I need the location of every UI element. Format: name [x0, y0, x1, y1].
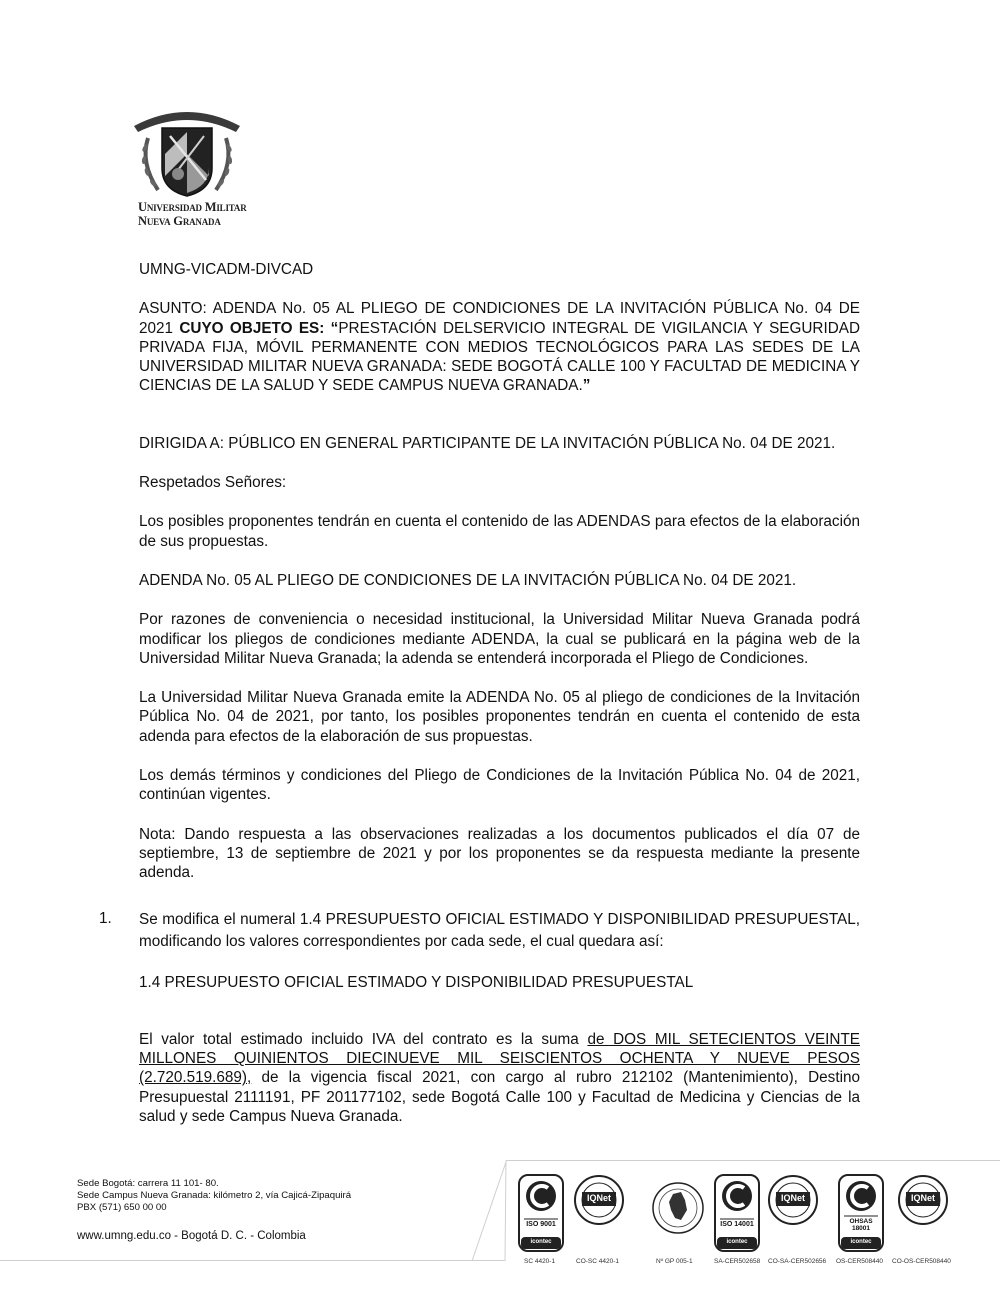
cert-label: IQNet — [586, 1193, 611, 1203]
cert-code: OS-CER508440 — [836, 1258, 883, 1265]
paragraph-institutional-reasons: Por razones de conveniencia o necesidad institucional, la Universidad Militar Nueva Granada podrá modificar los pliegos de condiciones mediante ADENDA, la cual se publicará en la página web de la Universidad Militar Nueva Granada; la adenda se entenderá incorporada el Pliego de Condiciones. — [139, 611, 860, 667]
paragraph-adenda-issued: La Universidad Militar Nueva Granada emite la ADENDA No. 05 al pliego de condiciones de la Invitación Pública No. 04 de 2021, por tanto, los posibles proponentes tendrán en cuenta el contenido de esta adenda para efectos de la elaboración de sus propuestas. — [139, 689, 860, 745]
cert-label: ISO 9001 — [526, 1221, 556, 1228]
cert-label: OHSAS 18001 — [849, 1218, 873, 1232]
document-reference: UMNG-VICADM-DIVCAD — [139, 261, 314, 278]
cert-code: CO-SC 4420-1 — [576, 1258, 619, 1265]
item-number: 1. — [99, 909, 112, 927]
icontec-ohsas-seal-icon: OHSAS 18001 icontec — [838, 1174, 884, 1257]
addressed-to: DIRIGIDA A: PÚBLICO EN GENERAL PARTICIPANTE DE LA INVITACIÓN PÚBLICA No. 04 DE 2021. — [139, 434, 836, 452]
footer-website: www.umng.edu.co - Bogotá D. C. - Colombia — [77, 1230, 306, 1242]
budget-amount: de DOS MIL SETECIENTOS VEINTE MILLONES QUINIENTOS DIECINUEVE MIL SEISCIENTOS OCHENTA Y NUEVE PESOS (2.720.519.689), — [139, 1030, 860, 1087]
subject-lead: ASUNTO: ADENDA No. 05 AL PLIEGO DE CONDICIONES DE LA INVITACIÓN PÚBLICA No. 04 DE 2021 — [139, 300, 860, 337]
footer — [0, 1160, 1000, 1294]
icontec-iso-9001-seal-icon: ISO 9001 icontec — [518, 1174, 564, 1257]
greeting: Respetados Señores: — [139, 474, 287, 492]
certification-seals — [518, 1174, 958, 1274]
numbered-item-1 — [99, 909, 860, 953]
university-crest-icon — [128, 98, 246, 202]
cert-code: Nº GP 005-1 — [656, 1258, 693, 1265]
university-name-line1: Universidad Militar — [138, 200, 247, 214]
university-name-line2: Nueva Granada — [138, 214, 221, 228]
iqnet-seal-icon — [898, 1174, 948, 1257]
budget-details: de la vigencia fiscal 2021, con cargo al rubro 212102 (Mantenimiento), Destino Presupuestal 2111191, PF 201177102, sede Bogotá Calle 100 y Facultad de Medicina y Ciencias de la salud y sede Campus Nueva Granada. — [139, 1069, 860, 1126]
paragraph-budget-value — [139, 1030, 860, 1126]
item-text: Se modifica el numeral 1.4 PRESUPUESTO OFICIAL ESTIMADO Y DISPONIBILIDAD PRESUPUESTAL, modificando los valores correspondientes por cada sede, el cual quedara así: — [139, 910, 860, 950]
subject-object-text: PRESTACIÓN DELSERVICIO INTEGRAL DE VIGILANCIA Y SEGURIDAD PRIVADA FIJA, MÓVIL PERMANENTE CON MEDIOS TECNOLÓGICOS PARA LAS SEDES DE LA UNIVERSIDAD MILITAR NUEVA GRANADA: SEDE BOGOTÁ CALLE 100 Y FACULTAD DE MEDICINA Y CIENCIAS DE LA SALUD Y SEDE CAMPUS NUEVA GRANADA. — [139, 319, 861, 395]
cert-label: IQNet — [910, 1193, 935, 1203]
university-name — [138, 200, 248, 228]
cert-code: SC 4420-1 — [524, 1258, 556, 1265]
iqnet-seal-icon — [768, 1174, 818, 1257]
cert-code: SA-CER502658 — [714, 1258, 761, 1265]
paragraph-adendas-notice: Los posibles proponentes tendrán en cuenta el contenido de las ADENDAS para efectos de la elaboración de sus propuestas. — [139, 513, 860, 550]
cert-code: CO-OS-CER508440 — [892, 1258, 951, 1265]
cert-code: CO-SA-CER502656 — [768, 1258, 827, 1265]
phone-number: PBX (571) 650 00 00 — [77, 1202, 167, 1213]
subject-paragraph — [139, 299, 860, 395]
subject-close-quote: ” — [582, 377, 591, 395]
footer-divider — [0, 1260, 505, 1261]
iqnet-seal-icon — [574, 1174, 624, 1257]
icontec-iso-14001-seal-icon: ISO 14001 icontec — [714, 1174, 760, 1257]
footer-address — [77, 1178, 351, 1214]
address-bogota: Sede Bogotá: carrera 11 101- 80. — [77, 1178, 219, 1189]
cert-label: IQNet — [780, 1193, 805, 1203]
section-title: 1.4 PRESUPUESTO OFICIAL ESTIMADO Y DISPONIBILIDAD PRESUPUESTAL — [139, 973, 694, 991]
subject-object-label: CUYO OBJETO ES: “ — [179, 319, 339, 337]
university-logo — [128, 98, 246, 232]
paragraph-adenda-title: ADENDA No. 05 AL PLIEGO DE CONDICIONES DE LA INVITACIÓN PÚBLICA No. 04 DE 2021. — [139, 571, 797, 589]
footer-slant-divider — [470, 1160, 510, 1261]
address-campus: Sede Campus Nueva Granada: kilómetro 2, vía Cajicá-Zipaquirá — [77, 1190, 352, 1201]
budget-lead: El valor total estimado incluido IVA del contrato es la suma — [139, 1030, 588, 1048]
cert-label: ISO 14001 — [720, 1221, 754, 1228]
document-body — [99, 260, 861, 1126]
footer-top-line — [506, 1160, 1000, 1161]
paragraph-terms-remain: Los demás términos y condiciones del Pliego de Condiciones de la Invitación Pública No. 04 de 2021, continúan vigentes. — [139, 767, 860, 804]
ntcgp-colombia-map-seal-icon — [651, 1174, 705, 1257]
paragraph-note: Nota: Dando respuesta a las observaciones realizadas a los documentos publicados el día 07 de septiembre, 13 de septiembre de 2021 y por los proponentes se da respuesta mediante la presente adenda. — [139, 825, 860, 882]
